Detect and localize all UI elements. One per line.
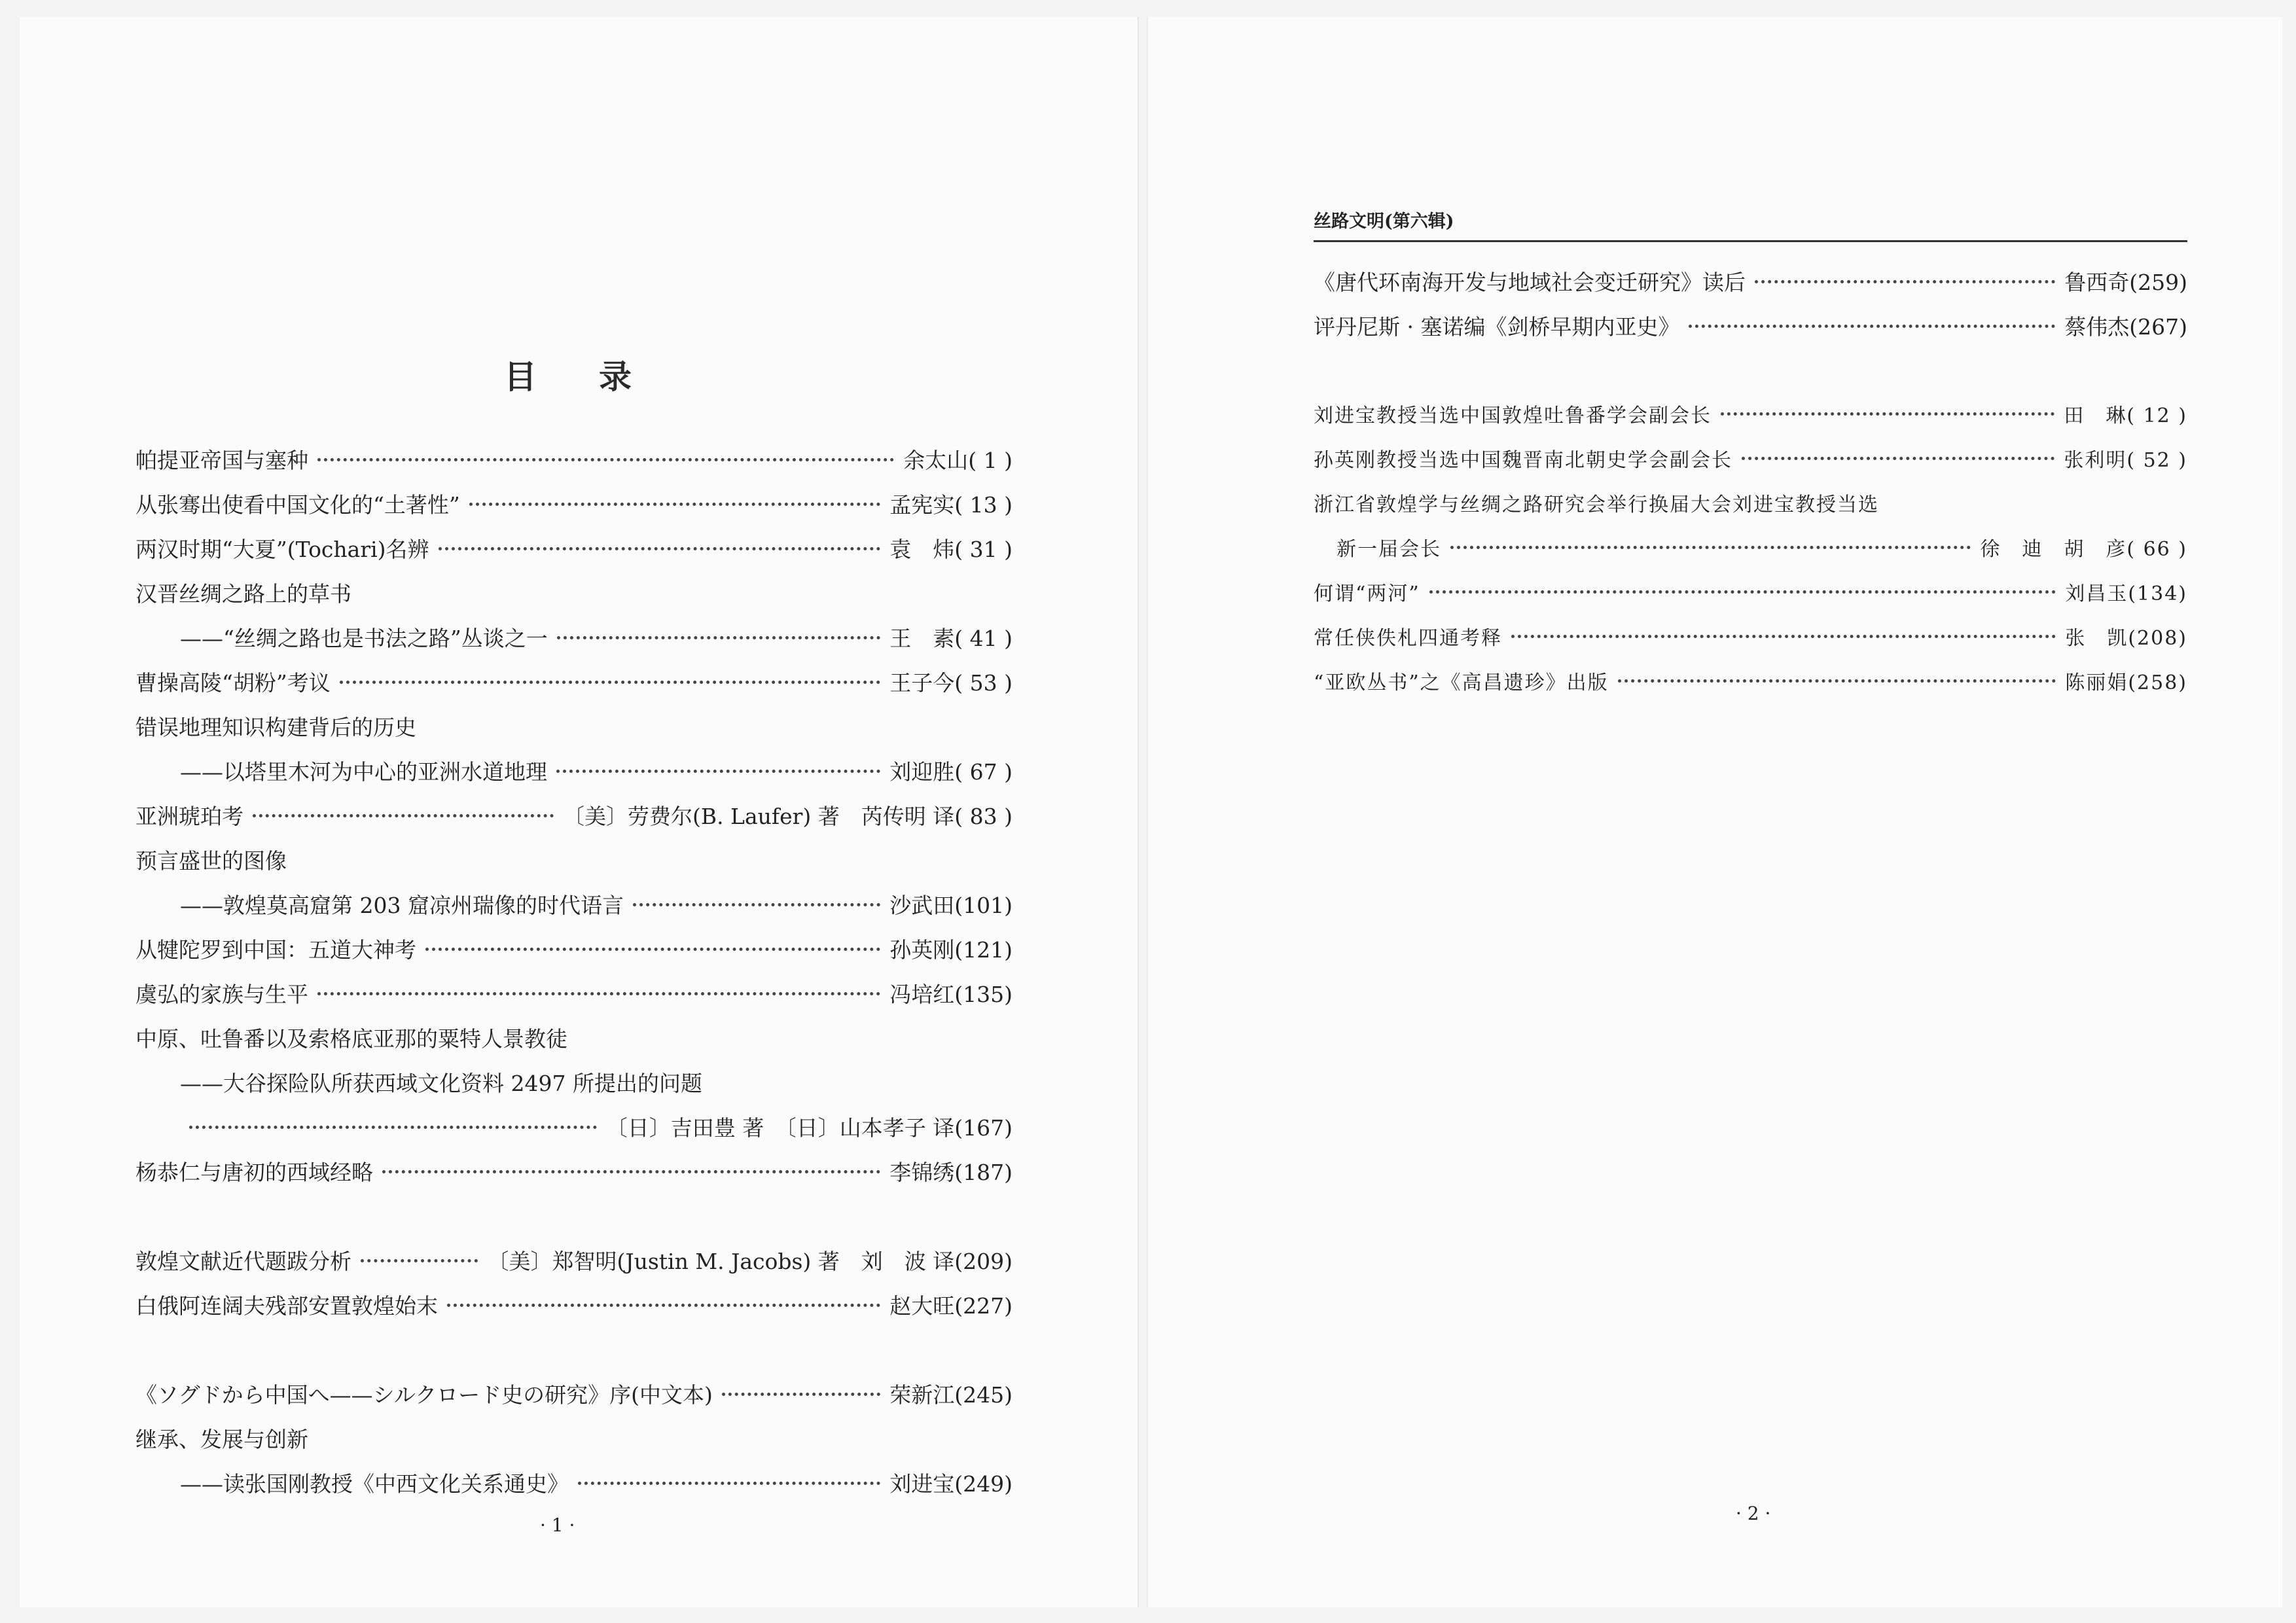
- leader-dots: [578, 1482, 880, 1485]
- entry-author-page: 荣新江(245): [889, 1382, 1013, 1408]
- entry-author-page: 赵大旺(227): [889, 1293, 1013, 1319]
- leader-dots: [447, 1304, 880, 1307]
- entry-subtitle: ——“丝绸之路也是书法之路”丛谈之一: [180, 626, 548, 651]
- leader-dots: [189, 1126, 597, 1129]
- leader-dots: [1742, 457, 2054, 460]
- entry-title: 错误地理知识构建背后的历史: [135, 715, 416, 740]
- entry-author-page: 鲁西奇(259): [2064, 270, 2187, 295]
- running-header: 丝路文明(第六辑): [1314, 207, 2187, 242]
- toc-entry-heading: [135, 708, 1013, 747]
- leader-dots: [633, 903, 880, 906]
- entry-author-page: 袁 炜( 31 ): [889, 537, 1013, 562]
- entry-title: 白俄阿连阔夫残部安置敦煌始末: [135, 1293, 438, 1319]
- entry-title: 两汉时期“大夏”(Tochari)名辨: [135, 537, 429, 562]
- toc-entry: [1314, 619, 2187, 658]
- entry-subtitle: ——敦煌莫高窟第 203 窟凉州瑞像的时代语言: [180, 893, 624, 918]
- entry-title: 汉晋丝绸之路上的草书: [135, 581, 351, 607]
- leader-dots: [382, 1170, 880, 1173]
- page-number: · 1 ·: [540, 1514, 575, 1536]
- entry-author-page: 孟宪实( 13 ): [889, 492, 1013, 518]
- leader-dots: [1755, 280, 2055, 283]
- entry-author-page: 刘迎胜( 67 ): [889, 759, 1013, 785]
- entry-author-page: 陈丽娟(258): [2065, 671, 2187, 694]
- leader-dots: [557, 636, 881, 639]
- toc-entry: [1314, 441, 2187, 480]
- entry-author-page: 张利明( 52 ): [2064, 449, 2187, 472]
- toc-entry: [1314, 263, 2187, 302]
- toc-entry: [135, 441, 1013, 480]
- leader-dots: [340, 681, 881, 684]
- entry-subtitle: ——读张国刚教授《中西文化关系通史》: [180, 1471, 569, 1497]
- entry-author-page: 徐 迪 胡 彦( 66 ): [1980, 538, 2187, 561]
- entry-title: 从犍陀罗到中国：五道大神考: [135, 937, 416, 963]
- entry-author-page: 王 素( 41 ): [889, 626, 1013, 651]
- toc-entry: [135, 530, 1013, 569]
- toc-entry-continued: [1336, 530, 2187, 569]
- toc-entry: [135, 1153, 1013, 1192]
- toc-entry: [135, 486, 1013, 525]
- entry-title: 杨恭仁与唐初的西域经略: [135, 1160, 373, 1185]
- toc-entry-heading: [135, 1420, 1013, 1459]
- toc-entry: [135, 1376, 1013, 1415]
- toc-entry-heading: [1314, 486, 2187, 525]
- entry-title: 刘进宝教授当选中国敦煌吐鲁番学会副会长: [1314, 404, 1712, 427]
- leader-dots: [1689, 325, 2055, 328]
- toc-entry: [1314, 664, 2187, 703]
- toc-entry: [135, 1242, 1013, 1281]
- entry-title: “亚欧丛书”之《高昌遗珍》出版: [1314, 671, 1609, 694]
- entry-subtitle: ——以塔里木河为中心的亚洲水道地理: [180, 759, 547, 785]
- leader-dots: [361, 1259, 478, 1262]
- entry-title: 《ソグドから中国へ——シルクロード史の研究》序(中文本): [135, 1382, 713, 1408]
- leader-dots: [1429, 590, 2056, 594]
- entry-author-page: 王子今( 53 ): [889, 670, 1013, 696]
- toc-entry-subtitle: [180, 886, 1013, 925]
- entry-title: 预言盛世的图像: [135, 848, 287, 874]
- entry-title: 《唐代环南海开发与地域社会变迁研究》读后: [1314, 270, 1746, 295]
- leader-dots: [425, 948, 880, 951]
- page-title: 目录: [504, 357, 694, 396]
- toc-entry-heading: [135, 575, 1013, 614]
- entry-author-page: 沙武田(101): [889, 893, 1013, 918]
- entry-author-page: 蔡伟杰(267): [2064, 314, 2187, 340]
- leader-dots: [556, 770, 880, 773]
- entry-title: 从张骞出使看中国文化的“土著性”: [135, 492, 460, 518]
- entry-author-page: 〔美〕郑智明(Justin M. Jacobs) 著 刘 波 译(209): [487, 1249, 1013, 1274]
- entry-title: 亚洲琥珀考: [135, 804, 243, 829]
- entry-title: 评丹尼斯 · 塞诺编《剑桥早期内亚史》: [1314, 314, 1680, 340]
- toc-entry: [135, 975, 1013, 1014]
- leader-dots: [469, 503, 881, 506]
- leader-dots: [317, 458, 894, 461]
- leader-dots: [1721, 412, 2054, 416]
- entry-title: 浙江省敦煌学与丝绸之路研究会举行换届大会刘进宝教授当选: [1314, 493, 1879, 516]
- toc-entry: [1314, 397, 2187, 436]
- entry-title: 新一届会长: [1336, 538, 1441, 561]
- leader-dots: [253, 814, 554, 817]
- entry-author-page: 孙英刚(121): [889, 937, 1013, 963]
- leader-dots: [1450, 546, 1971, 549]
- toc-entry-authors: [180, 1109, 1013, 1148]
- toc-entry-subtitle: [180, 1465, 1013, 1504]
- entry-title: 帕提亚帝国与塞种: [135, 448, 308, 473]
- entry-title: 何谓“两河”: [1314, 582, 1420, 605]
- toc-entry-subtitle: [180, 753, 1013, 792]
- leader-dots: [722, 1393, 880, 1396]
- entry-author-page: 余太山( 1 ): [903, 448, 1013, 473]
- right-page: [1147, 17, 2282, 1607]
- entry-author-page: 〔美〕劳费尔(B. Laufer) 著 芮传明 译( 83 ): [562, 804, 1013, 829]
- toc-entry-subtitle: [180, 619, 1013, 658]
- entry-title: 常任侠佚札四通考释: [1314, 627, 1502, 650]
- toc-entry-heading: [135, 1020, 1013, 1059]
- toc-entry: [1314, 308, 2187, 347]
- toc-entry: [135, 931, 1013, 970]
- entry-title: 中原、吐鲁番以及索格底亚那的粟特人景教徒: [135, 1026, 567, 1052]
- entry-title: 孙英刚教授当选中国魏晋南北朝史学会副会长: [1314, 449, 1732, 472]
- entry-title: 曹操高陵“胡粉”考议: [135, 670, 331, 696]
- entry-author-page: 李锦绣(187): [889, 1160, 1013, 1185]
- leader-dots: [1511, 635, 2056, 638]
- entry-title: 敦煌文献近代题跋分析: [135, 1249, 351, 1274]
- entry-title: 继承、发展与创新: [135, 1427, 308, 1452]
- left-page: [20, 17, 1139, 1607]
- toc-entry-subtitle: [180, 1064, 1013, 1103]
- entry-title: 虞弘的家族与生平: [135, 982, 308, 1007]
- toc-entry: [135, 1287, 1013, 1326]
- toc-entry-heading: [135, 842, 1013, 881]
- entry-author-page: 刘进宝(249): [889, 1471, 1013, 1497]
- leader-dots: [439, 547, 881, 550]
- leader-dots: [1618, 679, 2056, 683]
- entry-author-page: 冯培红(135): [889, 982, 1013, 1007]
- entry-author-page: 田 琳( 12 ): [2064, 404, 2187, 427]
- entry-author-page: 〔日〕吉田豊 著 〔日〕山本孝子 译(167): [605, 1115, 1013, 1141]
- entry-author-page: 张 凯(208): [2065, 627, 2187, 650]
- toc-entry: [135, 797, 1013, 836]
- leader-dots: [317, 992, 880, 995]
- page-number: · 2 ·: [1736, 1503, 1771, 1524]
- toc-entry: [1314, 575, 2187, 614]
- entry-subtitle: ——大谷探险队所获西域文化资料 2497 所提出的问题: [180, 1071, 702, 1096]
- toc-entry: [135, 664, 1013, 703]
- entry-author-page: 刘昌玉(134): [2065, 582, 2187, 605]
